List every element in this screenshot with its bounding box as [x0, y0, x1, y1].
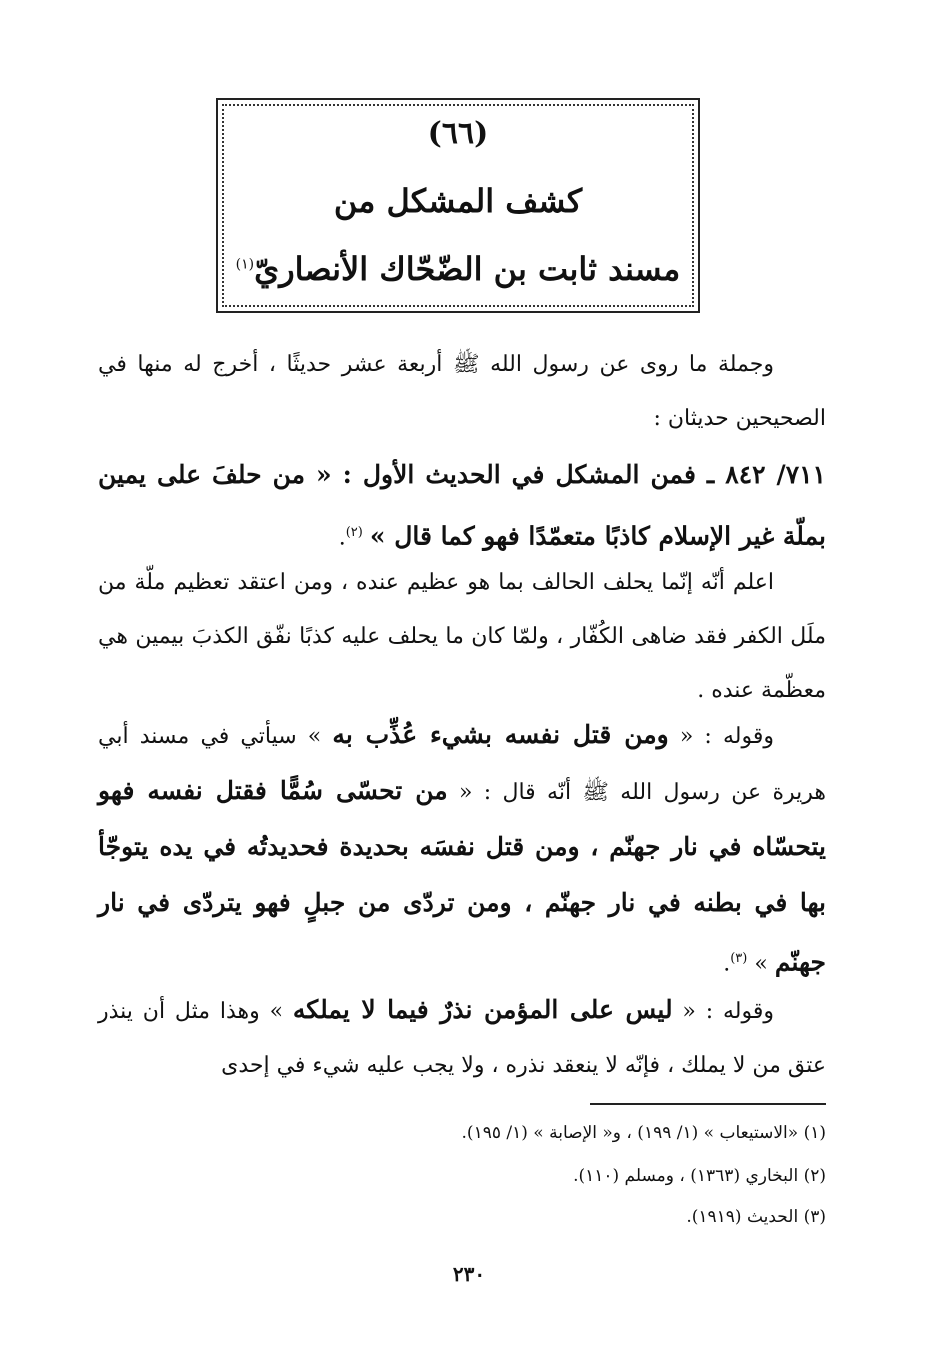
chapter-title-line2 [218, 250, 698, 288]
hadith-quote: من تحسّى سُمًّا فقتل نفسه فهو يتحسّاه في نار جهنّم ، ومن قتل نفسَه بحديدة فحديدتُه في يده يتوجّأ بها في بطنه في نار جهنّم ، ومن تردّى من جبلٍ فهو يتردّى في نار جهنّم [98, 776, 826, 977]
footnote-divider [590, 1103, 826, 1105]
footnote-marker: (٣) [730, 951, 748, 966]
punctuation: . [338, 525, 346, 551]
footnote-marker: (٢) [345, 525, 363, 540]
text-segment: وقوله : « [682, 999, 774, 1024]
footnote-3: (٣) الحديث (١٩١٩). [686, 1207, 826, 1227]
punctuation: . [723, 951, 731, 977]
paragraph-vow-hadith [98, 983, 826, 1093]
hadith-quote: ومن قتل نفسه بشيء عُذِّب به [332, 720, 669, 749]
footnote-1: (١) «الاستيعاب » (١/ ١٩٩) ، و« الإصابة » (١/ ١٩٥). [461, 1123, 826, 1143]
chapter-number: (٦٦) [427, 116, 489, 151]
hadith-quote: ليس على المؤمن نذرٌ فيما لا يملكه [292, 995, 673, 1024]
paragraph-intro [98, 338, 826, 446]
footnote-2: (٢) البخاري (١٣٦٣) ، ومسلم (١١٠). [573, 1166, 826, 1186]
text-segment: » وهذا مثل أن ينذر عتق من لا يملك ، فإنّه لا ينعقد نذره ، ولا يجب عليه شيء في إحدى [98, 999, 826, 1078]
text-segment: » سيأتي في مسند أبي هريرة عن رسول الله ﷺ أنّه قال : « [98, 724, 826, 805]
page-number: ٢٣٠ [452, 1262, 486, 1286]
chapter-title-text: مسند ثابت بن الضّحّاك الأنصاريّ [254, 250, 681, 288]
paragraph-commentary [98, 556, 826, 718]
text-segment: » [754, 951, 768, 977]
commentary-text: اعلم أنّه إنّما يحلف الحالف بما هو عظيم عنده ، ومن اعتقد تعظيم ملّة من ملَل الكفر فقد ضاهى الكُفّار ، ولمّا كان ما يحلف عليه كذبًا نفّق الكذبَ بيمين هي معظّمة عنده . [98, 570, 826, 703]
text-segment: وقوله : « [679, 724, 774, 749]
paragraph-hadith-711 [98, 447, 826, 566]
footnote-marker: (١) [235, 256, 255, 273]
paragraph-suicide-hadith [98, 708, 826, 991]
chapter-title-line1: كشف المشكل من [333, 182, 583, 220]
paragraph-intro-text: وجملة ما روى عن رسول الله ﷺ أربعة عشر حديثًا ، أخرج له منها في الصحيحين حديثان : [98, 352, 826, 431]
hadith-text: ٧١١/ ٨٤٢ ـ فمن المشكل في الحديث الأول : « من حلفَ على يمين بملّة غير الإسلام كاذبًا متعمّدًا فهو كما قال » [98, 460, 826, 551]
chapter-title-frame [216, 98, 700, 313]
